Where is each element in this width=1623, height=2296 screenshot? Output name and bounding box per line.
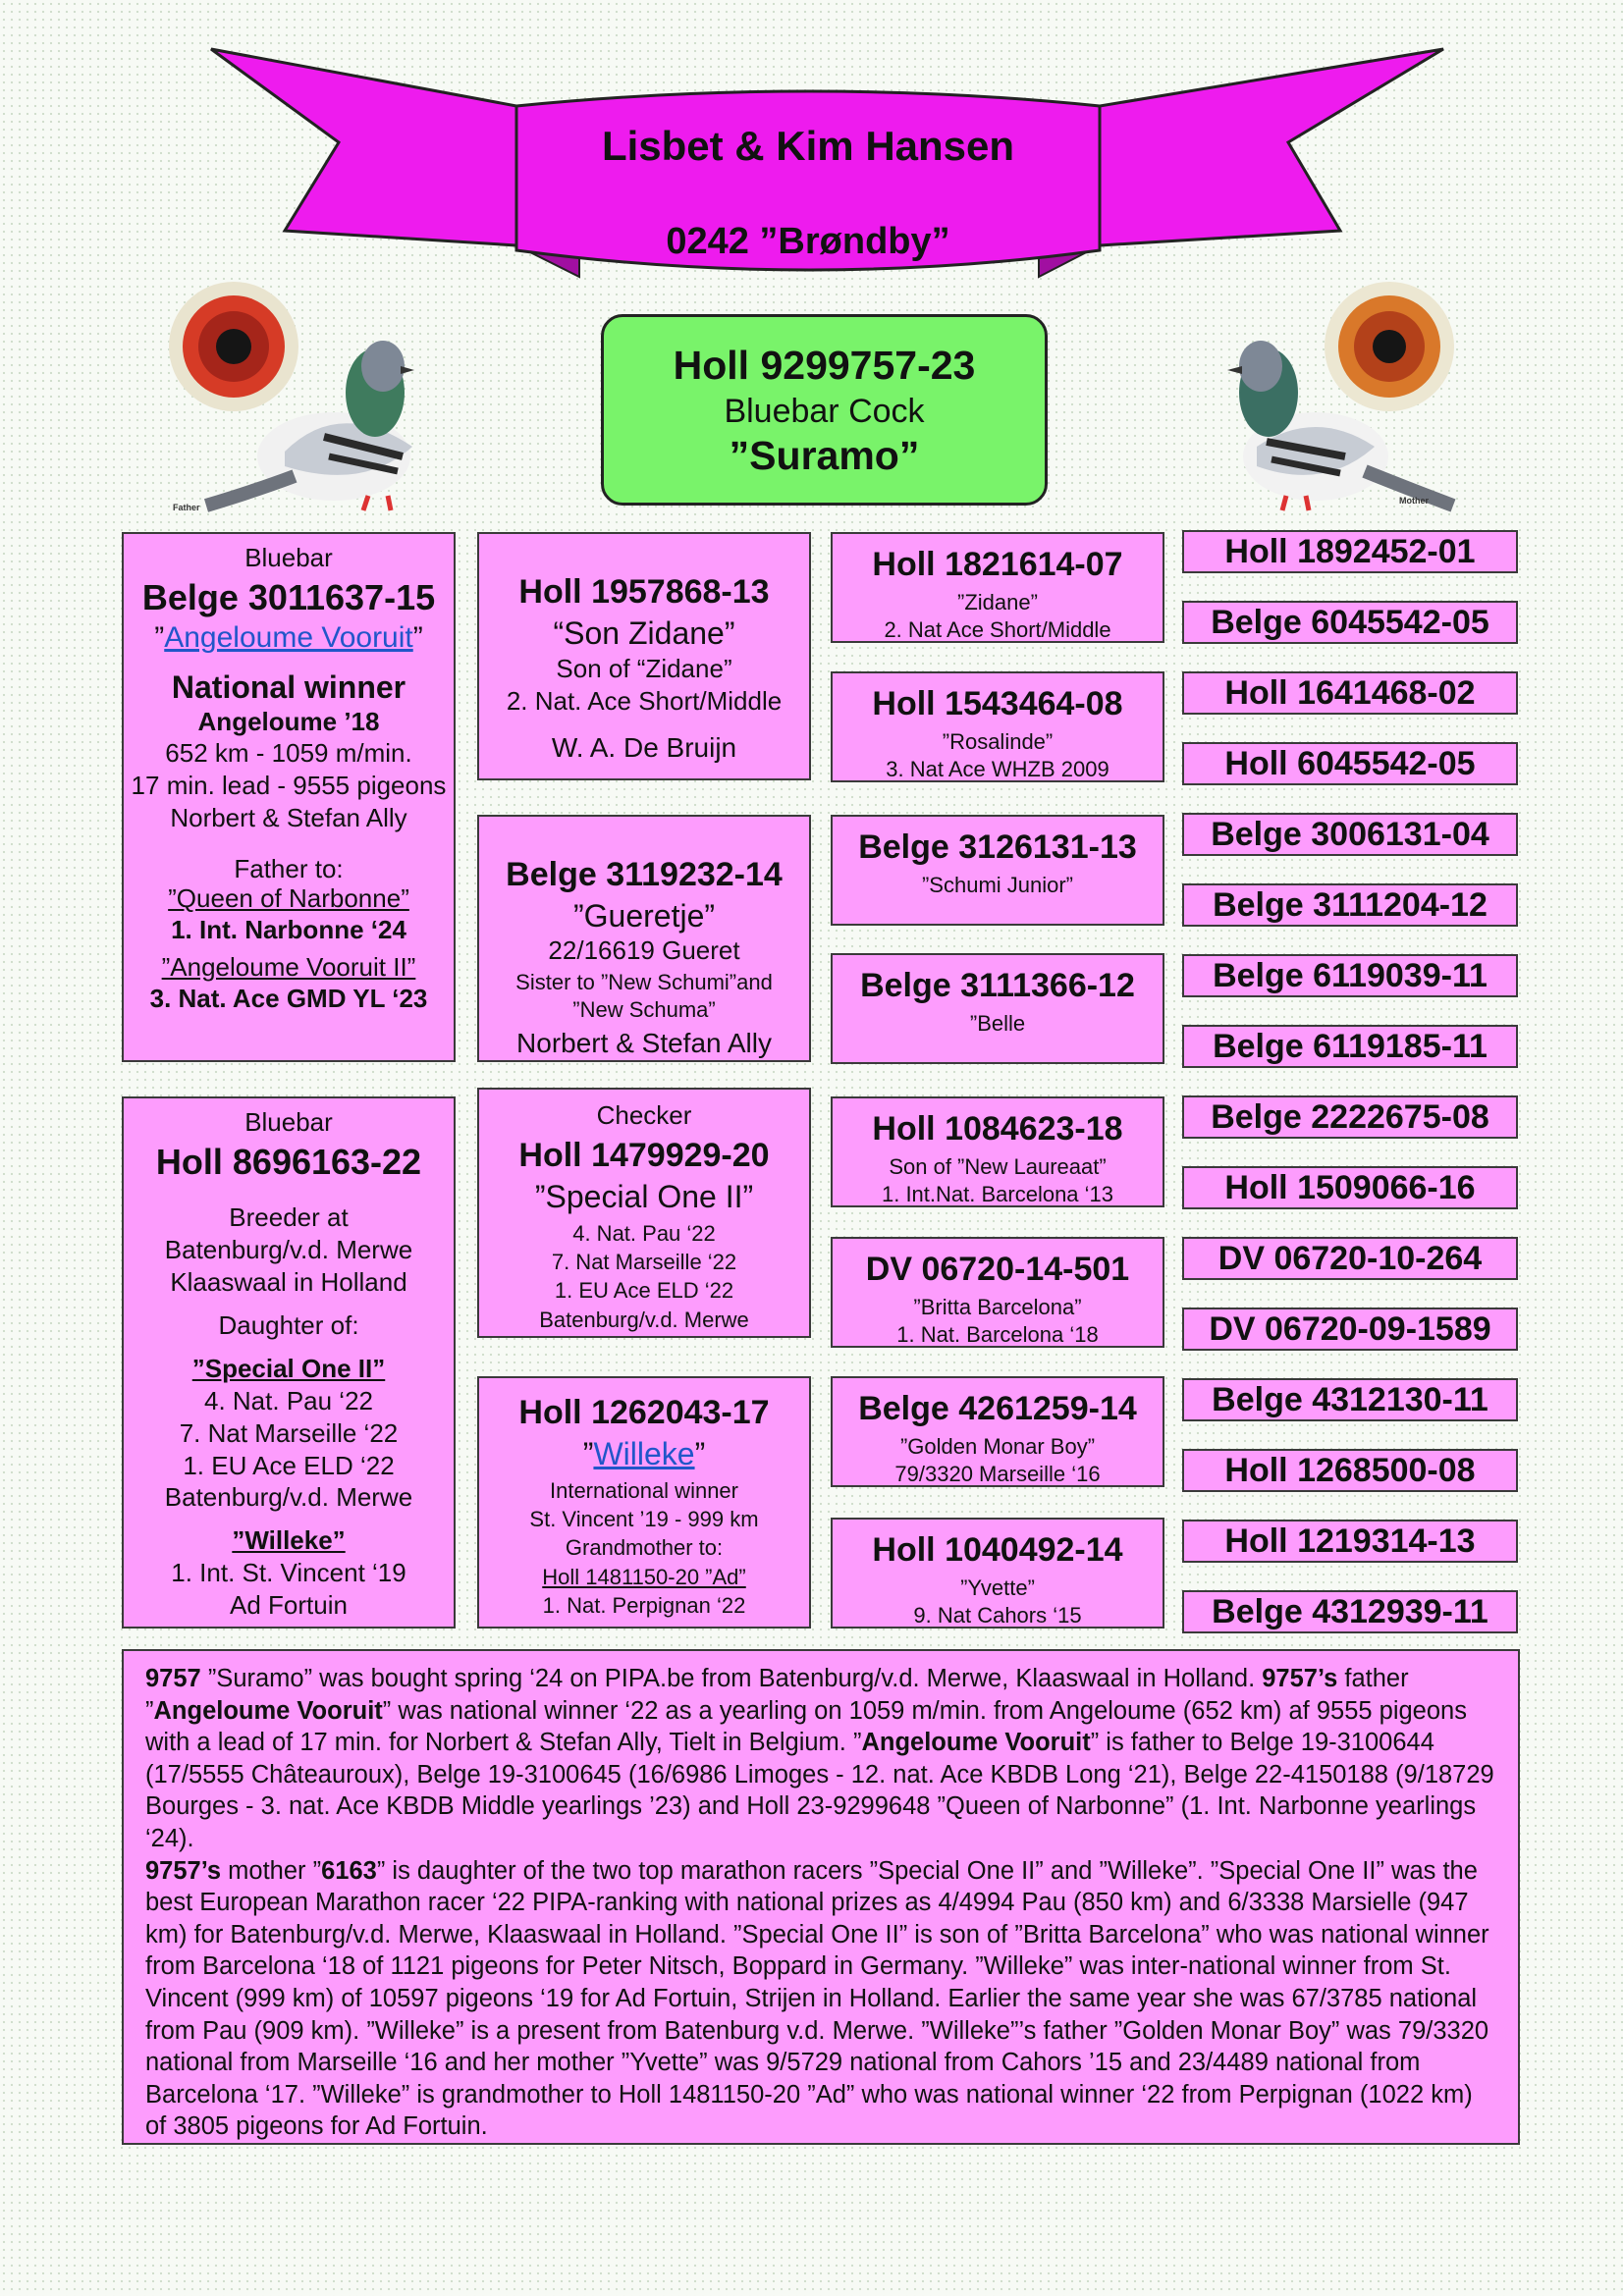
child2-result: 3. Nat. Ace GMD YL ‘23 (149, 983, 428, 1013)
father-name-link[interactable]: Angeloume Vooruit (164, 621, 413, 655)
ancestor-ring-box: Belge 4312130-11 (1182, 1378, 1518, 1421)
ancestor-ring-box: DV 06720-10-264 (1182, 1237, 1518, 1280)
gm1-line-3: ”New Schuma” (572, 997, 716, 1023)
gf1-name: “Son Zidane” (553, 615, 735, 652)
ancestor-card (831, 671, 1164, 782)
story-segment: ” is daughter of the two top marathon racers ”Special One II” and ”Willeke”. ”Special One II” was the best European Marathon racer ‘22 PIPA-ranking with national prizes as 4/4994 Pau (850 km) and 6/3338 Marsielle (947 km) for Batenburg/v.d. Merwe, Klaaswaal in Holland. ”Special One II” is son of ”Britta Barcelona” who was national winner from Barcelona ‘18 of 1121 pigeons for Peter Nitsch, Boppard in Germany. ”Willeke” was inter-national winner from St. Vincent (999 km) of 10597 pigeons ‘19 for Ad Fortuin, Strijen in Holland. Earlier the same year she was 67/3785 national from Pau (909 km). ”Willeke” is a present from Batenburg v.d. Merwe. ”Willeke”’s father ”Golden Monar Boy” was 79/3320 national from Marseille ‘16 and her mother ”Yvette” was 9/5729 national from Cahors ’15 and 23/4489 national from Barcelona ‘17. ”Willeke” is grandmother to Holl 1481150-20 ”Ad” who was national winner ‘22 from Perpignan (1022 km) of 3805 pigeons for Ad Fortuin. (145, 1856, 1489, 2141)
gf2-color: Checker (596, 1100, 692, 1130)
ancestor-ring: DV 06720-14-501 (865, 1251, 1130, 1288)
ancestor-card (831, 1096, 1164, 1207)
ancestor-ring: Belge 3111366-12 (860, 967, 1135, 1004)
ancestor-ring: Holl 1040492-14 (872, 1531, 1123, 1569)
gf2-ring: Holl 1479929-20 (518, 1136, 770, 1174)
ancestor-line-2: 79/3320 Marseille ‘16 (894, 1462, 1101, 1487)
parent2-name: ”Willeke” (232, 1525, 346, 1556)
ancestor-line-1: ”Zidane” (957, 590, 1038, 615)
gm2-line-5: 1. Nat. Perpignan ‘22 (542, 1593, 746, 1619)
ancestor-ring-box: Belge 3111204-12 (1182, 883, 1518, 927)
father-name-line: ”Angeloume Vooruit” (154, 621, 423, 655)
parent2-result-1: 1. Int. St. Vincent ‘19 (171, 1558, 406, 1588)
ancestor-line-1: ”Belle (969, 1011, 1026, 1037)
mother-ring: Holl 8696163-22 (155, 1141, 422, 1182)
ancestor-ring: Holl 1543464-08 (872, 685, 1123, 722)
father-color: Bluebar (244, 543, 333, 572)
ancestor-card (831, 953, 1164, 1064)
gm2-line-2: St. Vincent ’19 - 999 km (529, 1507, 759, 1532)
gm1-ring: Belge 3119232-14 (506, 856, 783, 893)
parent1-result-1: 4. Nat. Pau ‘22 (204, 1385, 373, 1415)
story-segment: ” is father to Belge 19-3100644 (17/5555 Châteauroux), Belge 19-3100645 (16/6986 Limoges - 12. nat. Ace KBDB Long ‘21), Belge 22-4150188 (9/18729 Bourges - 3. nat. Ace KBDB Middle yearlings ’23) and Holl 23-9299648 ”Queen of Narbonne” (1. Int. Narbonne yearlings ‘24). (145, 1729, 1494, 1852)
father-speed: 652 km - 1059 m/min. (165, 738, 412, 769)
ancestor-line-2: 1. Nat. Barcelona ‘18 (896, 1322, 1099, 1348)
father-lead: 17 min. lead - 9555 pigeons (131, 771, 447, 801)
ancestor-line-1: ”Golden Monar Boy” (899, 1434, 1096, 1460)
gf2-line-3: 1. EU Ace ELD ‘22 (554, 1278, 734, 1304)
father-to-label: Father to: (234, 854, 344, 884)
story-segment: Angeloume Vooruit (861, 1729, 1091, 1757)
ancestor-ring-box: Holl 1219314-13 (1182, 1520, 1518, 1563)
ancestor-line-1: ”Schumi Junior” (921, 873, 1074, 898)
gf1-line-2: 2. Nat. Ace Short/Middle (506, 685, 783, 716)
ancestor-ring-box: Holl 1641468-02 (1182, 671, 1518, 715)
ancestor-ring-box: Belge 6119039-11 (1182, 954, 1518, 997)
story-paragraph-1 (145, 1663, 1498, 1855)
loft-name: 0242 ”Brøndby” (666, 221, 950, 262)
gm2-line-4: Holl 1481150-20 ”Ad” (542, 1564, 746, 1589)
story-paragraph-2 (145, 1855, 1498, 2143)
ancestor-line-2: 9. Nat Cahors ‘15 (913, 1603, 1082, 1629)
father-card (122, 532, 456, 1062)
mother-card (122, 1096, 456, 1629)
ancestor-ring-box: Holl 1892452-01 (1182, 530, 1518, 573)
daughter-of-label: Daughter of: (218, 1309, 359, 1340)
story-segment: ” was national winner ‘22 as a yearling on 1059 m/min. from Angeloume (652 km) af 9555 pigeons with a lead of 17 min. for Norbert & Stefan Ally, Tielt in Belgium. ” (145, 1696, 1467, 1757)
ancestor-ring-box: Belge 3006131-04 (1182, 813, 1518, 856)
ancestor-ring-box: Belge 6119185-11 (1182, 1025, 1518, 1068)
grandmother-maternal-card (477, 1376, 811, 1629)
banner-tail-right (1100, 49, 1443, 245)
parent1-owner: Batenburg/v.d. Merwe (164, 1482, 413, 1513)
ancestor-card (831, 1518, 1164, 1629)
ancestor-card (831, 1376, 1164, 1487)
ancestor-card (831, 815, 1164, 926)
father-title: National winner (171, 668, 406, 705)
banner-tail-left (211, 49, 516, 245)
grandmother-paternal-card (477, 815, 811, 1062)
gm2-ring: Holl 1262043-17 (518, 1394, 770, 1431)
ancestor-line-2: 2. Nat Ace Short/Middle (884, 617, 1111, 643)
grandfather-paternal-card (477, 532, 811, 780)
gm1-line-1: 22/16619 Gueret (548, 934, 740, 965)
ancestor-ring: Holl 1084623-18 (872, 1110, 1123, 1148)
child2-name: ”Angeloume Vooruit II” (161, 951, 416, 982)
ancestor-ring-box: Belge 6045542-05 (1182, 601, 1518, 644)
ancestor-ring-box: Holl 1509066-16 (1182, 1166, 1518, 1209)
story-segment: father ” (145, 1665, 1409, 1725)
mother-photo-caption: Mother (1399, 496, 1429, 506)
gf2-line-2: 7. Nat Marseille ‘22 (551, 1250, 737, 1275)
gm1-owner: Norbert & Stefan Ally (516, 1028, 772, 1059)
gf1-owner: W. A. De Bruijn (551, 731, 737, 763)
breeder-name: Lisbet & Kim Hansen (601, 123, 1015, 169)
subject-ring: Holl 9299757-23 (673, 343, 976, 388)
ancestor-ring: Belge 4261259-14 (858, 1390, 1137, 1427)
story-segment: 9757’s (1262, 1665, 1338, 1692)
ancestor-line-1: Son of ”New Laureaat” (889, 1154, 1107, 1180)
ancestor-card (831, 532, 1164, 643)
ancestor-ring-box: DV 06720-09-1589 (1182, 1308, 1518, 1351)
parent1-name: ”Special One II” (191, 1353, 386, 1383)
subject-name: ”Suramo” (729, 433, 920, 478)
parent2-owner: Ad Fortuin (230, 1590, 348, 1621)
ancestor-line-2: 3. Nat Ace WHZB 2009 (886, 757, 1109, 782)
story-segment: 9757 (145, 1665, 201, 1692)
gm2-line-1: International winner (549, 1477, 738, 1503)
ancestor-ring: Belge 3126131-13 (858, 828, 1137, 866)
father-owner: Norbert & Stefan Ally (170, 803, 407, 833)
gm1-line-2: Sister to ”New Schumi”and (515, 969, 773, 994)
child1-result: 1. Int. Narbonne ‘24 (171, 914, 406, 944)
ancestor-line-1: ”Britta Barcelona” (913, 1295, 1082, 1320)
ancestor-line-1: ”Yvette” (960, 1575, 1035, 1601)
father-photo (167, 260, 422, 520)
ancestor-ring-box: Holl 6045542-05 (1182, 742, 1518, 785)
parent1-result-3: 1. EU Ace ELD ‘22 (183, 1450, 395, 1480)
story-segment: 6163 (321, 1856, 377, 1885)
ancestor-line-1: ”Rosalinde” (942, 729, 1054, 755)
gm1-name: ”Gueretje” (572, 898, 716, 934)
subject-card (601, 314, 1048, 506)
father-race: Angeloume ’18 (197, 706, 380, 736)
story-segment: Angeloume Vooruit (153, 1696, 383, 1725)
mother-color: Bluebar (244, 1107, 333, 1137)
ancestor-line-2: 1. Int.Nat. Barcelona ‘13 (881, 1182, 1114, 1207)
mother-breeder-2: Klaaswaal in Holland (170, 1267, 407, 1298)
story-text (122, 1649, 1520, 2145)
story-segment: mother ” (221, 1856, 322, 1885)
ancestor-ring: Holl 1821614-07 (872, 546, 1123, 583)
ancestor-ring-box: Holl 1268500-08 (1182, 1449, 1518, 1492)
gm2-name-line: ”Willeke” (582, 1436, 706, 1472)
story-segment: ”Suramo” was bought spring ‘24 on PIPA.be from Batenburg/v.d. Merwe, Klaaswaal in Holland. (200, 1665, 1263, 1692)
gf2-owner: Batenburg/v.d. Merwe (539, 1307, 749, 1332)
gf2-name: ”Special One II” (534, 1178, 754, 1214)
ancestor-ring-box: Belge 4312939-11 (1182, 1590, 1518, 1633)
gf1-line-1: Son of “Zidane” (556, 653, 732, 683)
gf2-line-1: 4. Nat. Pau ‘22 (572, 1220, 716, 1246)
gm2-name-link[interactable]: Willeke (593, 1436, 695, 1472)
mother-photo (1217, 260, 1473, 520)
father-photo-caption: Father (173, 503, 200, 512)
story-segment: 9757’s (145, 1856, 222, 1885)
mother-breeder-label: Breeder at (229, 1202, 349, 1233)
ancestor-ring-box: Belge 2222675-08 (1182, 1095, 1518, 1139)
mother-breeder-1: Batenburg/v.d. Merwe (164, 1235, 413, 1265)
grandfather-maternal-card (477, 1088, 811, 1338)
parent1-result-2: 7. Nat Marseille ‘22 (179, 1417, 399, 1448)
subject-color: Bluebar Cock (724, 393, 925, 430)
father-ring: Belge 3011637-15 (141, 576, 436, 617)
ancestor-card (831, 1237, 1164, 1348)
gf1-ring: Holl 1957868-13 (518, 573, 770, 611)
gm2-line-3: Grandmother to: (565, 1535, 724, 1561)
child1-name: ”Queen of Narbonne” (168, 883, 409, 914)
